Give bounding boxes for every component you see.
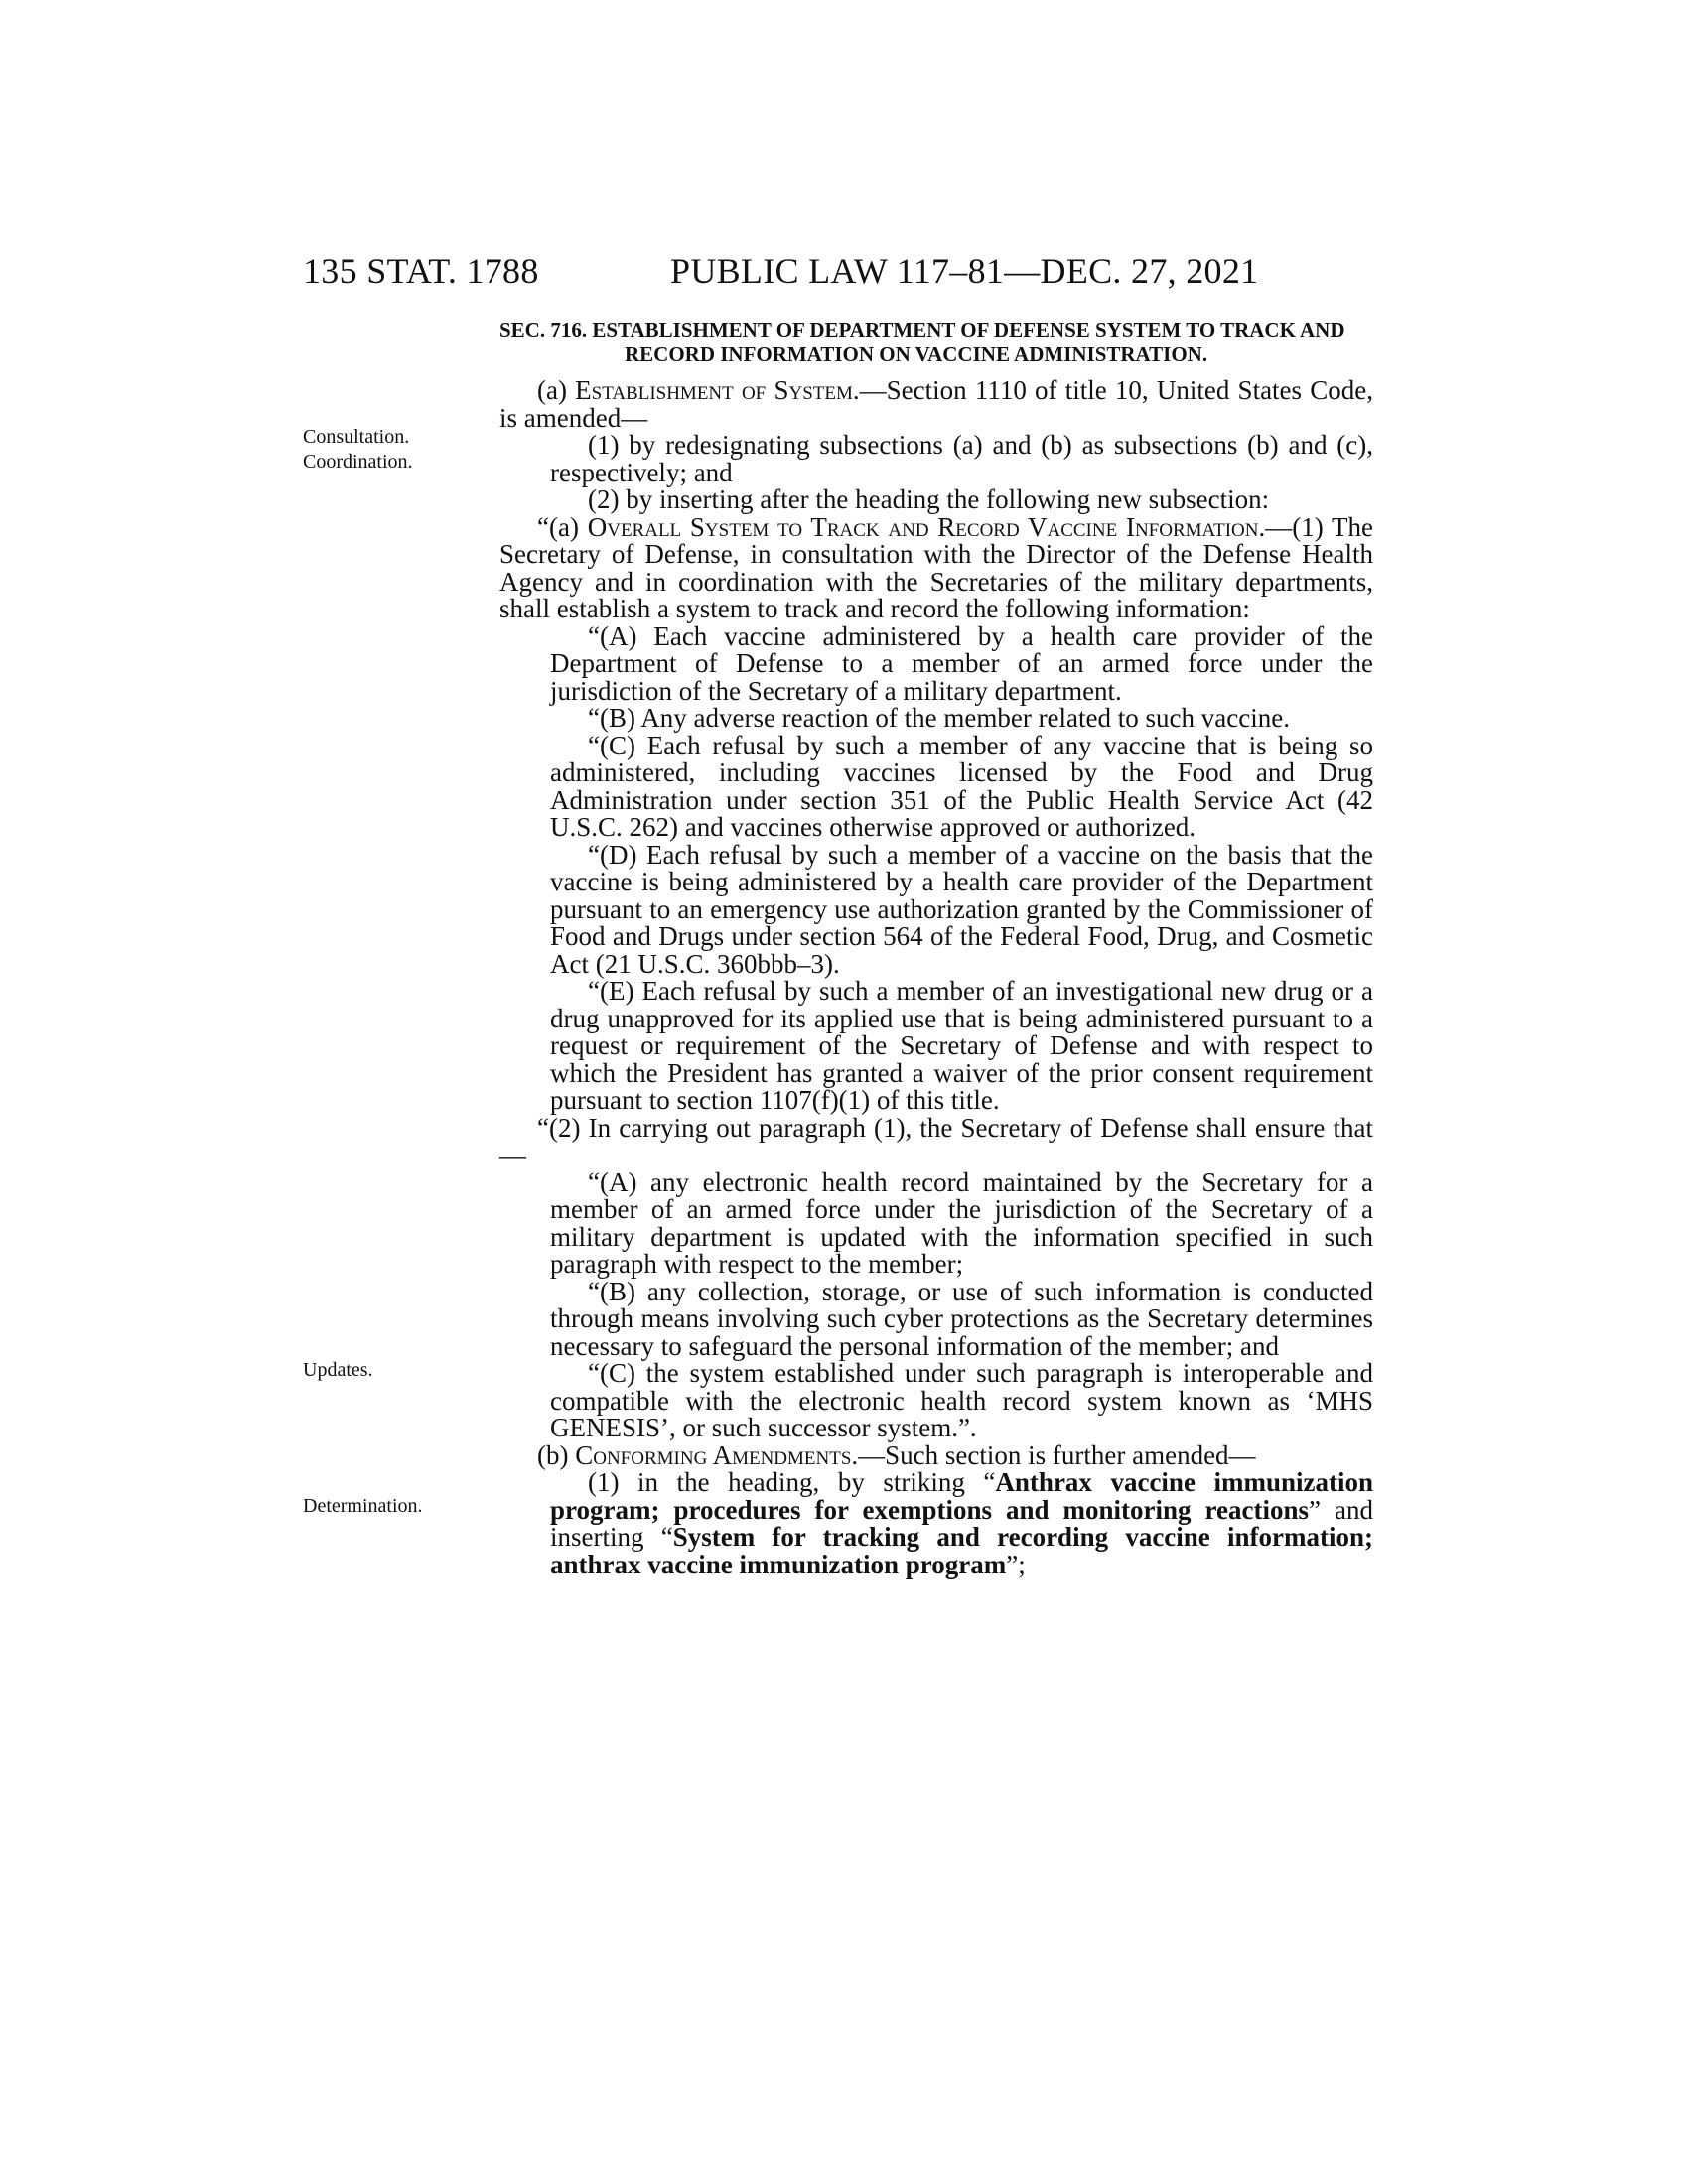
margin-note-coordination: Coordination.: [303, 451, 413, 473]
clause-a-1-D: “(D) Each refusal by such a member of a vaccine on the basis that the vaccine is being administered by a health care provider of the Department pursuant to an emergency use authorization granted by the Commissioner of Food and Drugs under section 564 of the Federal Food, Drug, and Cosmetic Act (21 U.S.C. 360bbb–3).: [550, 839, 1373, 979]
subsection-a: (a) Establishment of System.—Section 1110 of title 10, United States Code, is amended—: [499, 375, 1373, 433]
clause-a-1-B: “(B) Any adverse reaction of the member related to such vaccine.: [588, 703, 1290, 733]
margin-note-determination: Determination.: [303, 1495, 423, 1517]
new-subsection-a: “(a) Overall System to Track and Record Vaccine Information.—(1) The Secretary of Defense, in consultation with the Director of the Defense Health Agency and in coordination with the Secretaries of the military departments, shall establish a system to track and record the following information:: [499, 511, 1373, 623]
clause-a-1-E: “(E) Each refusal by such a member of an investigational new drug or a drug unapproved for its applied use that is being administered pursuant to a request or requirement of the Secretary of Defense and with respect to which the President has granted a waiver of the prior consent requirement pursuant to section 1107(f)(1) of this title.: [550, 976, 1373, 1115]
paragraph-a-1: (1) by redesignating subsections (a) and (b) as subsections (b) and (c), respectively; and: [550, 430, 1373, 487]
section-heading: SEC. 716. ESTABLISHMENT OF DEPARTMENT OF DEFENSE SYSTEM TO TRACK AND RECORD INFORMATION ON VACCINE ADMINISTRATION.: [499, 318, 1345, 366]
paragraph-new-a-2: “(2) In carrying out paragraph (1), the Secretary of Defense shall ensure that—: [499, 1112, 1373, 1169]
margin-note-updates: Updates.: [303, 1359, 373, 1381]
margin-note-consultation: Consultation.: [303, 426, 410, 448]
page-citation: 135 STAT. 1788: [303, 251, 539, 291]
running-header: PUBLIC LAW 117–81—DEC. 27, 2021: [670, 251, 1259, 291]
clause-a-2-B: “(B) any collection, storage, or use of such information is conducted through means involving such cyber protections as the Secretary determines necessary to safeguard the personal information of the member; and: [550, 1276, 1373, 1361]
struck-heading: Anthrax vaccine immunization program; procedures for exemptions and monitoring reactions: [550, 1467, 1373, 1525]
clause-a-1-A: “(A) Each vaccine administered by a health care provider of the Department of Defense to a member of an armed force under the jurisdiction of the Secretary of a military department.: [550, 620, 1373, 706]
clause-a-1-C: “(C) Each refusal by such a member of any vaccine that is being so administered, including vaccines licensed by the Food and Drug Administration under section 351 of the Public Health Service Act (42 U.S.C. 262) and vaccines otherwise approved or authorized.: [550, 730, 1373, 842]
clause-a-2-C: “(C) the system established under such paragraph is interoperable and compatible with the electronic health record system known as ‘MHS GENESIS’, or such successor system.”.: [550, 1358, 1373, 1442]
subsection-a-caption: Establishment of System: [575, 375, 853, 405]
paragraph-a-2: (2) by inserting after the heading the following new subsection:: [588, 484, 1270, 514]
subsection-b: (b) Conforming Amendments.—Such section is further amended—: [537, 1439, 1256, 1470]
paragraph-b-1: (1) in the heading, by striking “Anthrax vaccine immunization program; procedures for exemptions and monitoring reactions” and inserting “System for tracking and recording vaccine information; anthrax vaccine immunization program”;: [550, 1467, 1373, 1579]
new-subsection-a-caption: Overall System to Track and Record Vaccine Information: [587, 511, 1259, 542]
clause-a-2-A: “(A) any electronic health record maintained by the Secretary for a member of an armed force under the jurisdiction of the Secretary of a military department is updated with the information specified in such paragraph with respect to the member;: [550, 1166, 1373, 1279]
subsection-b-caption: Conforming Amendments: [575, 1439, 852, 1470]
inserted-heading: System for tracking and recording vaccine information; anthrax vaccine immunization program: [550, 1522, 1373, 1579]
body-column: [499, 318, 1373, 1578]
